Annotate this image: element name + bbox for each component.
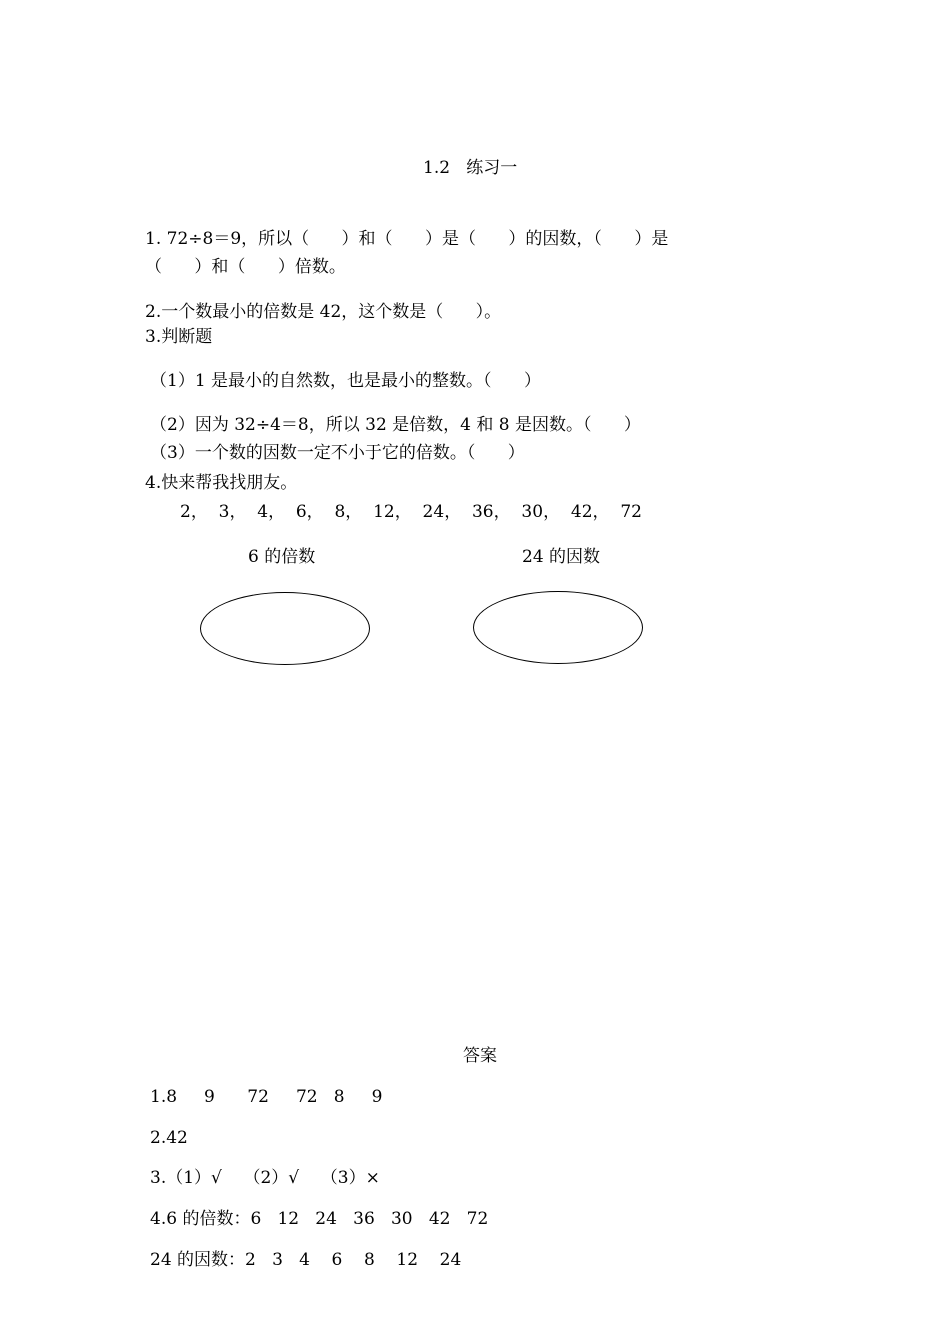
question-4-numbers: 2， 3， 4， 6， 8， 12， 24， 36， 30， 42， 72 (180, 502, 642, 522)
multiples-ellipse (200, 592, 370, 665)
answer-4-line-2: 24 的因数：2 3 4 6 8 12 24 (150, 1250, 462, 1270)
answers-heading: 答案 (463, 1046, 497, 1066)
question-1-line-1: 1. 72÷8＝9，所以（ ）和（ ）是（ ）的因数，（ ）是 (145, 229, 669, 249)
page-title: 1.2 练习一 (423, 158, 518, 178)
question-3-item-3: （3）一个数的因数一定不小于它的倍数。（ ） (150, 443, 525, 463)
question-4-title: 4.快来帮我找朋友。 (145, 473, 298, 493)
question-3-item-1: （1）1 是最小的自然数，也是最小的整数。（ ） (150, 371, 541, 391)
label-multiples-of-6: 6 的倍数 (248, 547, 316, 567)
question-2: 2.一个数最小的倍数是 42，这个数是（ ）。 (145, 302, 502, 322)
label-factors-of-24: 24 的因数 (522, 547, 601, 567)
question-3-item-2: （2）因为 32÷4＝8，所以 32 是倍数，4 和 8 是因数。（ ） (150, 415, 641, 435)
question-3-title: 3.判断题 (145, 327, 213, 347)
answer-4-line-1: 4.6 的倍数：6 12 24 36 30 42 72 (150, 1209, 489, 1229)
factors-ellipse (473, 591, 643, 664)
answer-3: 3.（1）√ （2）√ （3）× (150, 1168, 380, 1188)
answer-2: 2.42 (150, 1128, 188, 1148)
answer-1: 1.8 9 72 72 8 9 (150, 1087, 383, 1107)
question-1-line-2: （ ）和（ ）倍数。 (145, 257, 346, 277)
